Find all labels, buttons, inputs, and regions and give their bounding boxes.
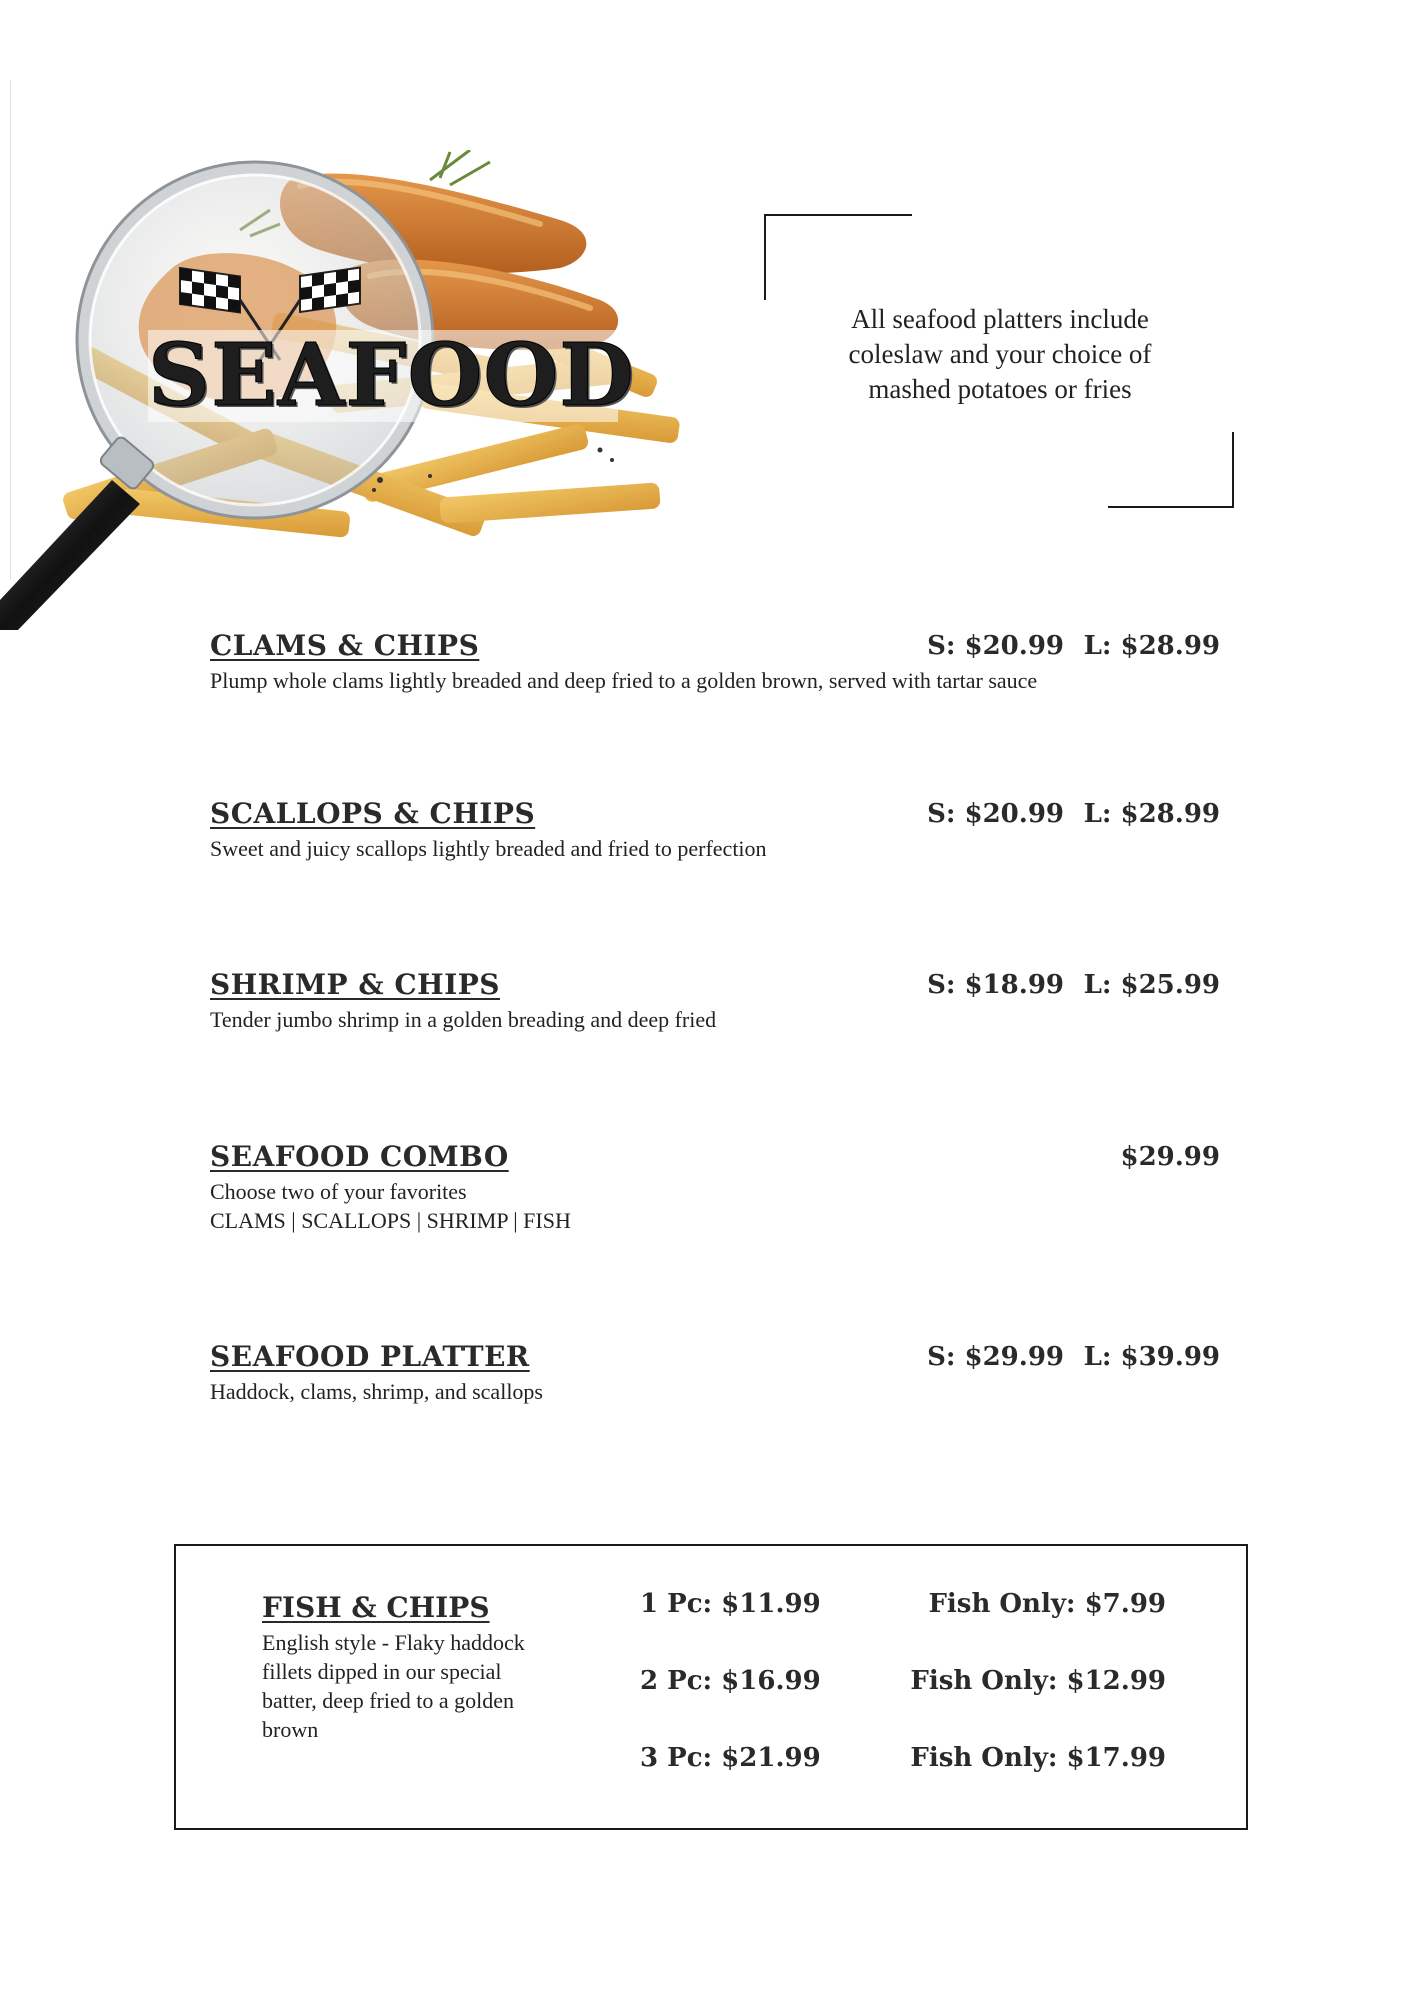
note-line: mashed potatoes or fries <box>868 374 1132 404</box>
platter-note <box>820 302 1180 407</box>
price: $29.99 <box>1120 1142 1220 1172</box>
note-line: coleslaw and your choice of <box>848 339 1152 369</box>
piece-price-1: 1 Pc: $11.99 <box>640 1589 821 1619</box>
price-large: L: $25.99 <box>1083 970 1220 1000</box>
item-description: English style - Flaky haddock fillets dipped in our special batter, deep fried to a golden brown <box>262 1630 525 1742</box>
item-name: SHRIMP & CHIPS <box>210 968 500 1001</box>
price-large: L: $28.99 <box>1083 631 1220 661</box>
fish-and-chips-box <box>174 1544 1248 1830</box>
item-description: Haddock, clams, shrimp, and scallops <box>210 1379 543 1404</box>
item-description: Sweet and juicy scallops lightly breaded and fried to perfection <box>210 836 767 861</box>
note-frame-bottom-right <box>1108 432 1234 508</box>
item-description: Choose two of your favorites <box>210 1179 467 1204</box>
item-name: SEAFOOD COMBO <box>210 1140 509 1173</box>
note-line: All seafood platters include <box>851 304 1149 334</box>
item-name: FISH & CHIPS <box>262 1591 490 1624</box>
piece-price-2: 2 Pc: $16.99 <box>640 1666 821 1696</box>
price-small: S: $29.99 <box>927 1342 1064 1372</box>
item-description: Tender jumbo shrimp in a golden breading and deep fried <box>210 1007 717 1032</box>
note-frame-top-left <box>764 214 912 300</box>
fish-only-price-2: Fish Only: $12.99 <box>910 1666 1166 1696</box>
piece-price-3: 3 Pc: $21.99 <box>640 1743 821 1773</box>
item-name: CLAMS & CHIPS <box>210 629 480 662</box>
item-description: Plump whole clams lightly breaded and deep fried to a golden brown, served with tartar sauce <box>210 668 1038 693</box>
item-name: SCALLOPS & CHIPS <box>210 797 536 830</box>
item-name: SEAFOOD PLATTER <box>210 1340 530 1373</box>
price-large: L: $28.99 <box>1083 799 1220 829</box>
combo-options: CLAMS | SCALLOPS | SHRIMP | FISH <box>210 1208 571 1233</box>
fish-only-price-1: Fish Only: $7.99 <box>928 1589 1166 1619</box>
price-small: S: $18.99 <box>927 970 1064 1000</box>
price-large: L: $39.99 <box>1083 1342 1220 1372</box>
page-title: SEAFOOD <box>148 325 635 426</box>
price-small: S: $20.99 <box>927 631 1064 661</box>
fish-only-price-3: Fish Only: $17.99 <box>910 1743 1166 1773</box>
price-small: S: $20.99 <box>927 799 1064 829</box>
